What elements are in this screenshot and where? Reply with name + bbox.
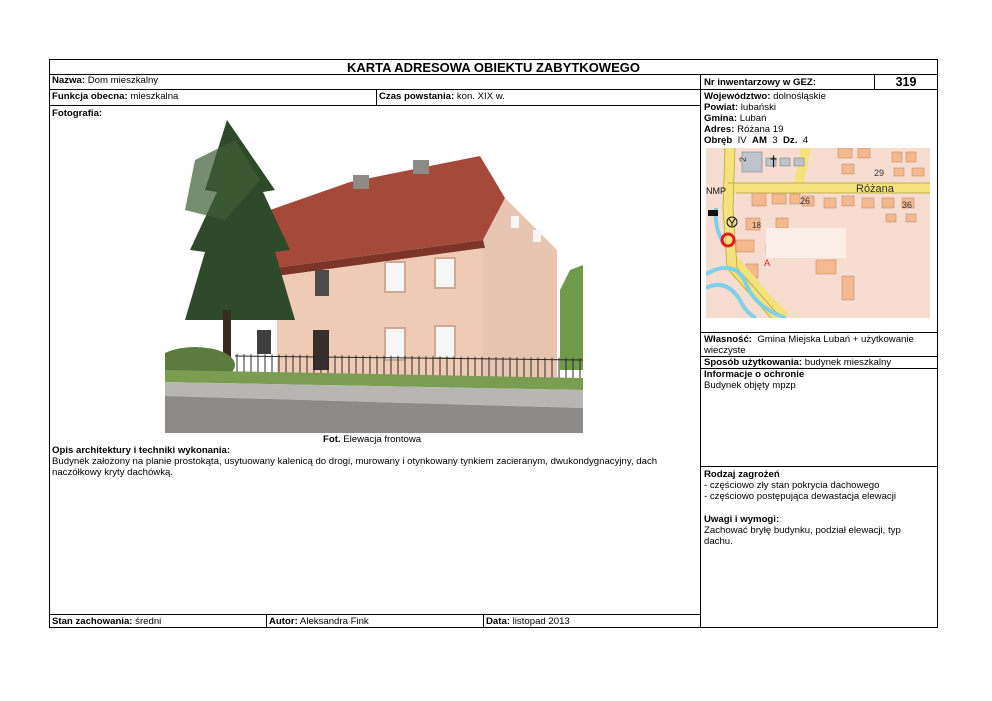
- nr-value: 319: [895, 75, 917, 89]
- caption-label: Fot.: [323, 434, 341, 445]
- czas-value: kon. XIX w.: [456, 91, 505, 102]
- wlasnosc-value: Gmina Miejska Lubań + użytkowanie wieczyste: [704, 334, 914, 356]
- divider-row2: [49, 105, 700, 106]
- map-number-3: 36: [902, 200, 913, 210]
- uwagi-label: Uwagi i wymogi:: [704, 514, 780, 525]
- dz-value: 4: [802, 135, 809, 146]
- dz-label: Dz.: [782, 135, 798, 146]
- czas-label: Czas powstania:: [379, 91, 455, 102]
- funkcja-value: mieszkalna: [130, 91, 179, 102]
- powiat-label: Powiat:: [704, 102, 739, 113]
- building-photo: [165, 120, 583, 433]
- opis-label: Opis architektury i techniki wykonania:: [52, 445, 231, 456]
- adres-label: Adres:: [704, 124, 735, 135]
- zagrozenia-item-1: - częściowo zły stan pokrycia dachowego: [704, 480, 880, 491]
- divider-zagrozenia: [700, 466, 938, 467]
- divider-row1: [49, 89, 938, 90]
- stan-label: Stan zachowania:: [52, 616, 133, 627]
- card-title: KARTA ADRESOWA OBIEKTU ZABYTKOWEGO: [347, 60, 640, 75]
- map-street-label: Różana: [856, 183, 894, 195]
- funkcja-label: Funkcja obecna:: [52, 91, 128, 102]
- wojewodztwo-field: [704, 91, 826, 102]
- svg-text:A: A: [764, 258, 771, 268]
- obreb-field: [704, 135, 808, 146]
- caption-value: Elewacja frontowa: [343, 434, 422, 445]
- gmina-value: Lubań: [739, 113, 767, 124]
- wojewodztwo-label: Województwo:: [704, 91, 771, 102]
- ochrona-value: Budynek objęty mpzp: [704, 380, 796, 391]
- divider-autor: [266, 614, 267, 628]
- wojewodztwo-value: dolnośląskie: [773, 91, 826, 102]
- data-label: Data:: [486, 616, 510, 627]
- map-number-1: 29: [874, 168, 885, 178]
- adres-field: [704, 124, 783, 135]
- map-number-2: 26: [800, 196, 811, 206]
- sposob-field: [704, 357, 891, 368]
- uwagi-value: Zachować bryłę budynku, podział elewacji, typ dachu.: [704, 525, 901, 547]
- gmina-field: [704, 113, 766, 124]
- zagrozenia-label: Rodzaj zagrożeń: [704, 469, 780, 480]
- divider-column: [700, 74, 701, 628]
- autor-value: Aleksandra Fink: [299, 616, 369, 627]
- divider-data: [483, 614, 484, 628]
- wlasnosc-label: Własność:: [704, 334, 752, 345]
- map-number-4: 2: [738, 156, 748, 162]
- gmina-label: Gmina:: [704, 113, 738, 124]
- powiat-value: lubański: [740, 102, 776, 113]
- svg-text:†: †: [770, 154, 777, 170]
- map-number-5: 18: [752, 221, 761, 230]
- divider-wlasnosc: [700, 332, 938, 333]
- nazwa-field: [52, 75, 158, 86]
- sposob-label: Sposób użytkowania:: [704, 357, 803, 368]
- funkcja-field: [52, 91, 178, 102]
- autor-field: [269, 616, 369, 627]
- map-corner-label: NMP: [706, 186, 726, 196]
- am-value: 3: [772, 135, 778, 146]
- nazwa-label: Nazwa:: [52, 75, 86, 86]
- ochrona-label: Informacje o ochronie: [704, 369, 805, 380]
- wlasnosc-field: [704, 334, 936, 356]
- nr-label: Nr inwentarzowy w GEZ:: [704, 77, 816, 88]
- powiat-field: [704, 102, 776, 113]
- am-label: AM: [752, 135, 767, 146]
- stan-value: średni: [135, 616, 162, 627]
- zagrozenia-item-2: - częściowo postępująca dewastacja elewacji: [704, 491, 896, 502]
- fotografia-label: Fotografia:: [52, 108, 103, 119]
- divider-czas: [376, 89, 377, 105]
- adres-value: Różana 19: [737, 124, 784, 135]
- nazwa-value: Dom mieszkalny: [87, 75, 159, 86]
- czas-field: [379, 91, 505, 102]
- obreb-value: IV: [737, 135, 747, 146]
- divider-footer: [49, 614, 700, 615]
- location-map: [706, 148, 930, 318]
- obreb-label: Obręb: [704, 135, 733, 146]
- photo-caption: [323, 434, 421, 445]
- data-field: [486, 616, 570, 627]
- autor-label: Autor:: [269, 616, 298, 627]
- stan-field: [52, 616, 161, 627]
- opis-text: Budynek założony na planie prostokąta, usytuowany kalenicą do drogi, murowany i otynkowany tynkiem zacieranym, dwukondygnacyjny, dach naczółkowy kryty dachówką.: [52, 456, 658, 478]
- divider-title: [49, 74, 938, 75]
- sposob-value: budynek mieszkalny: [804, 357, 892, 368]
- data-value: listopad 2013: [512, 616, 570, 627]
